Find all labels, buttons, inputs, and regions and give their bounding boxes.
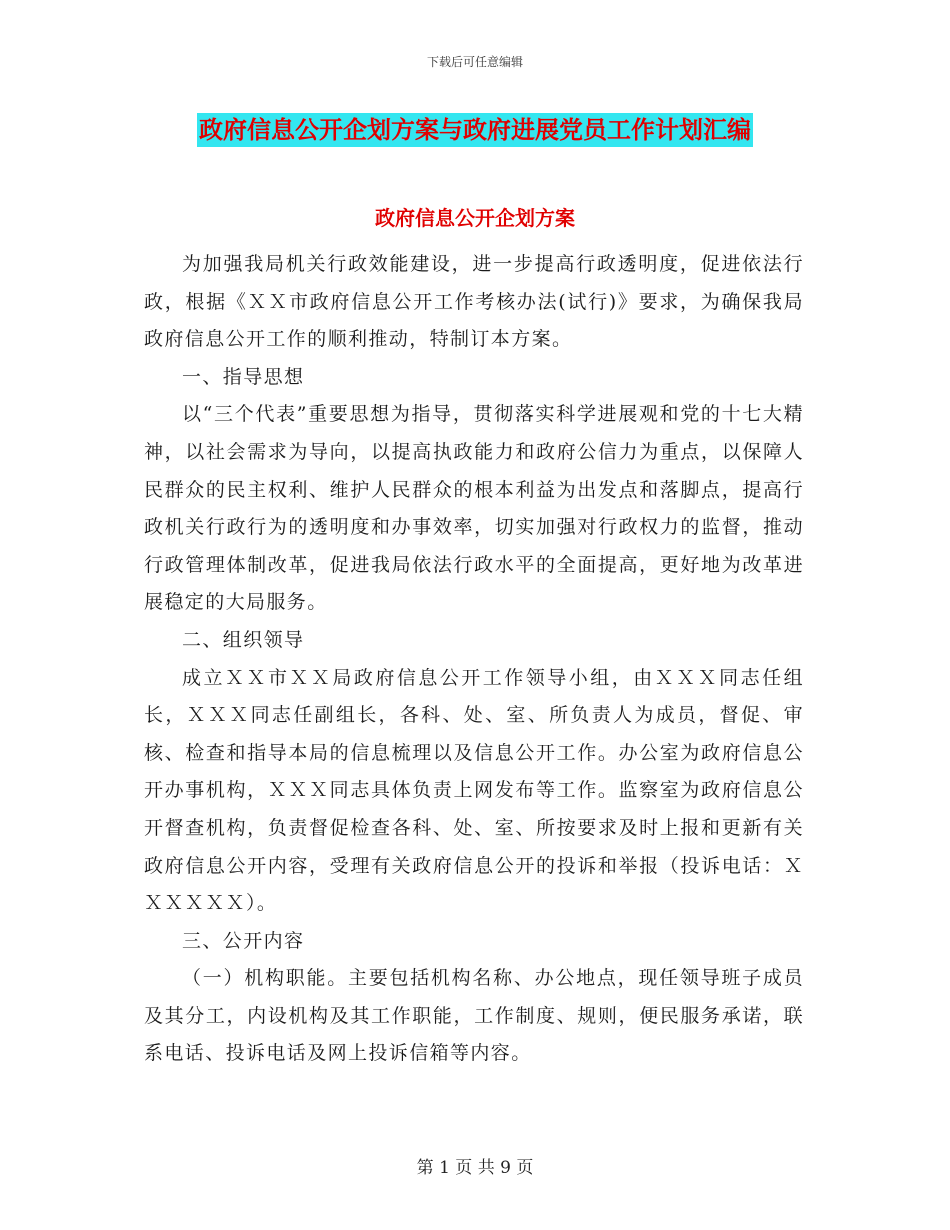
heading-organization: 二、组织领导 [182, 628, 305, 651]
heading-guiding-thought: 一、指导思想 [182, 365, 305, 388]
main-title-container [0, 113, 950, 147]
page-header-note: 下载后可任意编辑 [426, 55, 523, 69]
page-number: 第 1 页 共 9 页 [416, 1158, 534, 1178]
document-body [144, 246, 804, 1073]
paragraph-organization: 成立ＸＸ市ＸＸ局政府信息公开工作领导小组，由ＸＸＸ同志任组长，ＸＸＸ同志任副组长，各科、处、室、所负责人为成员，督促、审核、检查和指导本局的信息梳理以及信息公开工作。办公室为政府信息公开办事机构，ＸＸＸ同志具体负责上网发布等工作。监察室为政府信息公开督查机构，负责督促检查各科、处、室、所按要求及时上报和更新有关政府信息公开内容，受理有关政府信息公开的投诉和举报（投诉电话：ＸＸＸＸＸＸ）。 [144, 666, 804, 915]
paragraph-intro: 为加强我局机关行政效能建设，进一步提高行政透明度，促进依法行政，根据《ＸＸ市政府信息公开工作考核办法(试行)》要求，为确保我局政府信息公开工作的顺利推动，特制订本方案。 [144, 253, 804, 351]
section-title: 政府信息公开企划方案 [375, 206, 575, 230]
paragraph-institution-functions: （一）机构职能。主要包括机构名称、办公地点，现任领导班子成员及其分工，内设机构及其工作职能，工作制度、规则，便民服务承诺，联系电话、投诉电话及网上投诉信箱等内容。 [144, 967, 804, 1065]
paragraph-guiding-thought: 以“三个代表”重要思想为指导，贯彻落实科学进展观和党的十七大精神，以社会需求为导向，以提高执政能力和政府公信力为重点，以保障人民群众的民主权利、维护人民群众的根本利益为出发点和落脚点，提高行政机关行政行为的透明度和办事效率，切实加强对行政权力的监督，推动行政管理体制改革，促进我局依法行政水平的全面提高，更好地为改革进展稳定的大局服务。 [144, 403, 804, 614]
main-title: 政府信息公开企划方案与政府进展党员工作计划汇编 [197, 113, 753, 147]
heading-public-content: 三、公开内容 [182, 929, 305, 952]
